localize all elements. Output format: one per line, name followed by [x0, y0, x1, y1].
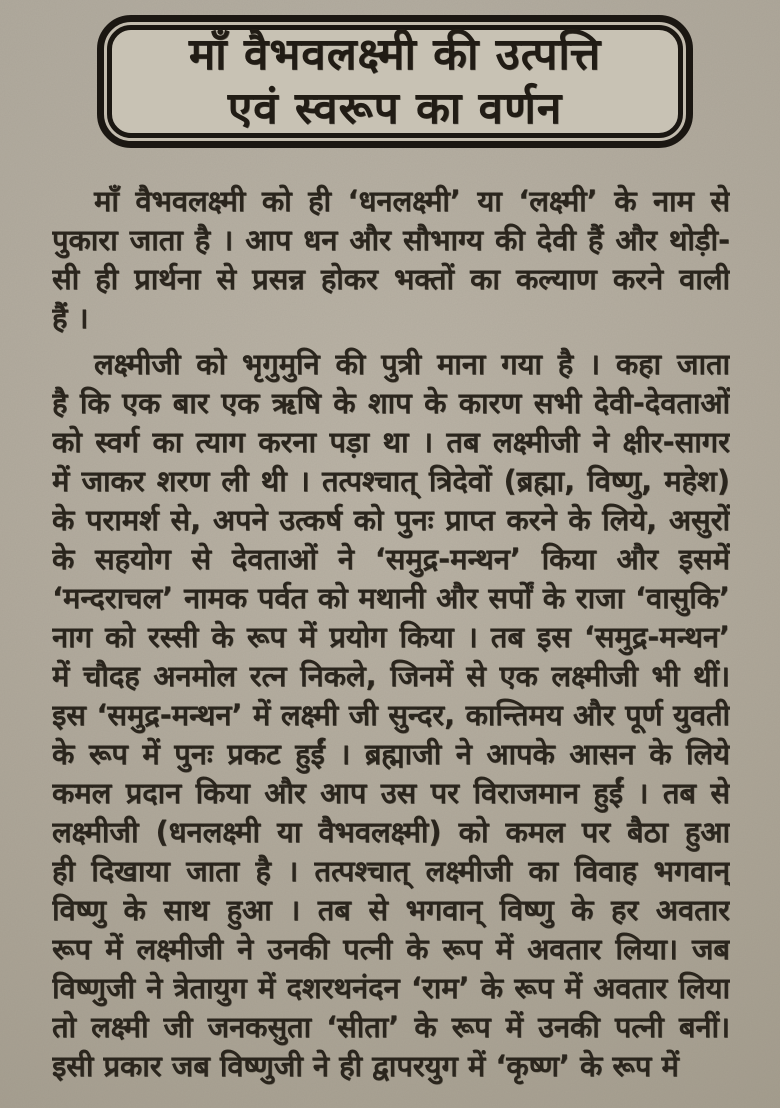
- text-line: में जाकर शरण ली थी । तत्पश्चात् त्रिदेवों (ब्रह्मा, विष्णु, महेश): [52, 464, 730, 498]
- title-box-inner-border: [107, 25, 683, 138]
- text-line: रूप में लक्ष्मीजी ने उनकी पत्नी के रूप में अवतार लिया। जब: [52, 932, 730, 966]
- title-box: [97, 15, 693, 148]
- text-line: इसी प्रकार जब विष्णुजी ने ही द्वापरयुग में ‘कृष्ण’ के रूप में: [52, 1049, 679, 1083]
- paragraph: [52, 182, 730, 338]
- text-line: नाग को रस्सी के रूप में प्रयोग किया । तब इस ‘समुद्र-मन्थन’: [52, 620, 730, 654]
- text-line: ‘मन्दराचल’ नामक पर्वत को मथानी और सर्पों के राजा ‘वासुकि’: [52, 581, 730, 615]
- text-line: कमल प्रदान किया और आप उस पर विराजमान हुईं । तब से: [52, 776, 730, 810]
- page-title-line-1: माँ वैभवलक्ष्मी की उत्पत्ति: [188, 28, 602, 80]
- text-line: तो लक्ष्मी जी जनकसुता ‘सीता’ के रूप में उनकी पत्नी बनीं।: [52, 1010, 730, 1044]
- text-line: विष्णुजी ने त्रेतायुग में दशरथनंदन ‘राम’ के रूप में अवतार लिया: [52, 971, 730, 1005]
- text-line: माँ वैभवलक्ष्मी को ही ‘धनलक्ष्मी’ या ‘लक्ष्मी’ के नाम से: [94, 184, 730, 218]
- article-body: [52, 182, 730, 1093]
- text-line: विष्णु के साथ हुआ । तब से भगवान् विष्णु के हर अवतार: [52, 893, 730, 927]
- text-line: लक्ष्मीजी (धनलक्ष्मी या वैभवलक्ष्मी) को कमल पर बैठा हुआ: [52, 815, 730, 849]
- text-line: सी ही प्रार्थना से प्रसन्न होकर भक्तों का कल्याण करने वाली: [52, 262, 730, 296]
- page-title-line-2: एवं स्वरूप का वर्णन: [227, 82, 563, 134]
- text-line: में चौदह अनमोल रत्न निकले, जिनमें से एक लक्ष्मीजी भी थीं।: [52, 659, 730, 693]
- text-line: के परामर्श से, अपने उत्कर्ष को पुनः प्राप्त करने के लिये, असुरों: [52, 503, 730, 537]
- text-line: हैं ।: [52, 301, 89, 335]
- text-line: है कि एक बार एक ऋषि के शाप के कारण सभी देवी-देवताओं: [52, 386, 730, 420]
- text-line: के रूप में पुनः प्रकट हुईं । ब्रह्माजी ने आपके आसन के लिये: [52, 737, 730, 771]
- text-line: के सहयोग से देवताओं ने ‘समुद्र-मन्थन’ किया और इसमें: [52, 542, 730, 576]
- paragraph: [52, 345, 730, 1086]
- text-line: लक्ष्मीजी को भृगुमुनि की पुत्री माना गया है । कहा जाता: [94, 347, 730, 381]
- text-line: ही दिखाया जाता है । तत्पश्चात् लक्ष्मीजी का विवाह भगवान्: [52, 854, 730, 888]
- text-line: पुकारा जाता है । आप धन और सौभाग्य की देवी हैं और थोड़ी-: [52, 223, 730, 257]
- text-line: को स्वर्ग का त्याग करना पड़ा था । तब लक्ष्मीजी ने क्षीर-सागर: [52, 425, 730, 459]
- text-line: इस ‘समुद्र-मन्थन’ में लक्ष्मी जी सुन्दर, कान्तिमय और पूर्ण युवती: [52, 698, 730, 732]
